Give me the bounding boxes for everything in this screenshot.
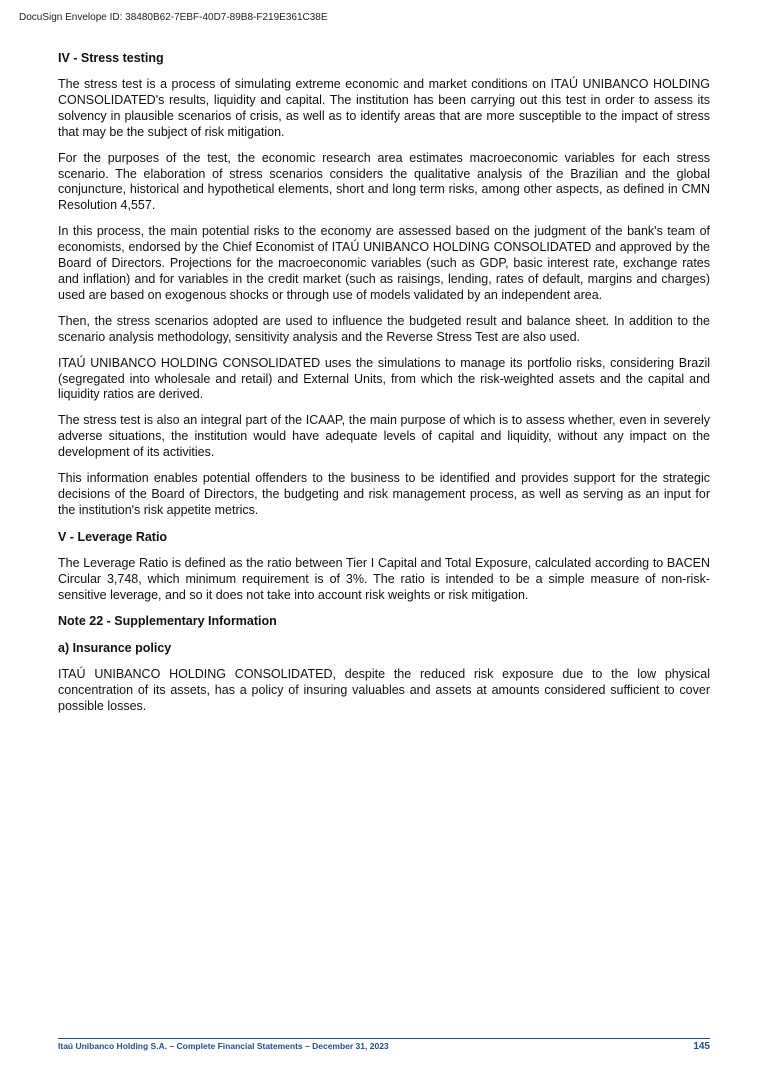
heading-note-22: Note 22 - Supplementary Information bbox=[58, 614, 277, 629]
heading-insurance-policy: a) Insurance policy bbox=[58, 641, 172, 656]
paragraph: This information enables potential offenders to the business to be identified and provides support for the strategic decisions of the Board of Directors, the budgeting and risk management process, as well as serving as an input for the institution's risk appetite metrics. bbox=[58, 471, 710, 517]
heading-leverage-ratio: V - Leverage Ratio bbox=[58, 529, 168, 544]
document-body bbox=[58, 50, 710, 725]
paragraph: In this process, the main potential risks to the economy are assessed based on the judgment of the bank's team of economists, endorsed by the Chief Economist of ITAÚ UNIBANCO HOLDING CONSOLIDATED and approved by the Board of Directors. Projections for the macroeconomic variables (such as GDP, basic interest rate, exchange rates and inflation) and for variables in the credit market (such as raisings, lending, rates of default, margins and charges) used are based on exogenous shocks or through use of models validated by an independent area. bbox=[58, 224, 710, 302]
paragraph: The stress test is a process of simulating extreme economic and market conditions on ITAÚ UNIBANCO HOLDING CONSOLIDATED's results, liquidity and capital. The institution has been carrying out this test in order to assess its solvency in plausible scenarios of crisis, as well as to identify areas that are more susceptible to the impact of stress that may be the subject of risk mitigation. bbox=[58, 77, 710, 139]
paragraph: ITAÚ UNIBANCO HOLDING CONSOLIDATED uses the simulations to manage its portfolio risks, considering Brazil (segregated into wholesale and retail) and External Units, from which the risk-weighted assets and the capital and liquidity ratios are derived. bbox=[58, 355, 710, 402]
paragraph: The stress test is also an integral part of the ICAAP, the main purpose of which is to assess whether, even in severely adverse situations, the institution would have adequate levels of capital and liquidity, without any impact on the development of its activities. bbox=[58, 413, 710, 460]
paragraph: For the purposes of the test, the economic research area estimates macroeconomic variables for each stress scenario. The elaboration of stress scenarios considers the qualitative analysis of the Brazilian and the global conjuncture, historical and hypothetical elements, short and long term risks, among other aspects, as defined in CMN Resolution 4,557. bbox=[58, 150, 710, 213]
footer-text: Itaú Unibanco Holding S.A. – Complete Financial Statements – December 31, 2023 bbox=[58, 1041, 389, 1051]
heading-stress-testing: IV - Stress testing bbox=[58, 51, 164, 65]
paragraph: The Leverage Ratio is defined as the ratio between Tier I Capital and Total Exposure, calculated according to BACEN Circular 3,748, which minimum requirement is of 3%. The ratio is intended to be a simple measure of non-risk-sensitive leverage, and so it does not take into account risk weights or risk mitigation. bbox=[58, 555, 710, 602]
page-number: 145 bbox=[693, 1041, 710, 1052]
footer-divider bbox=[58, 1038, 710, 1039]
paragraph: ITAÚ UNIBANCO HOLDING CONSOLIDATED, despite the reduced risk exposure due to the low physical concentration of its assets, has a policy of insuring valuables and assets at amounts considered sufficient to cover possible losses. bbox=[58, 667, 710, 714]
paragraph: Then, the stress scenarios adopted are used to influence the budgeted result and balance sheet. In addition to the scenario analysis methodology, sensitivity analysis and the Reverse Stress Test are also used. bbox=[58, 313, 710, 344]
docusign-envelope-id: DocuSign Envelope ID: 38480B62-7EBF-40D7-89B8-F219E361C38E bbox=[19, 12, 328, 23]
